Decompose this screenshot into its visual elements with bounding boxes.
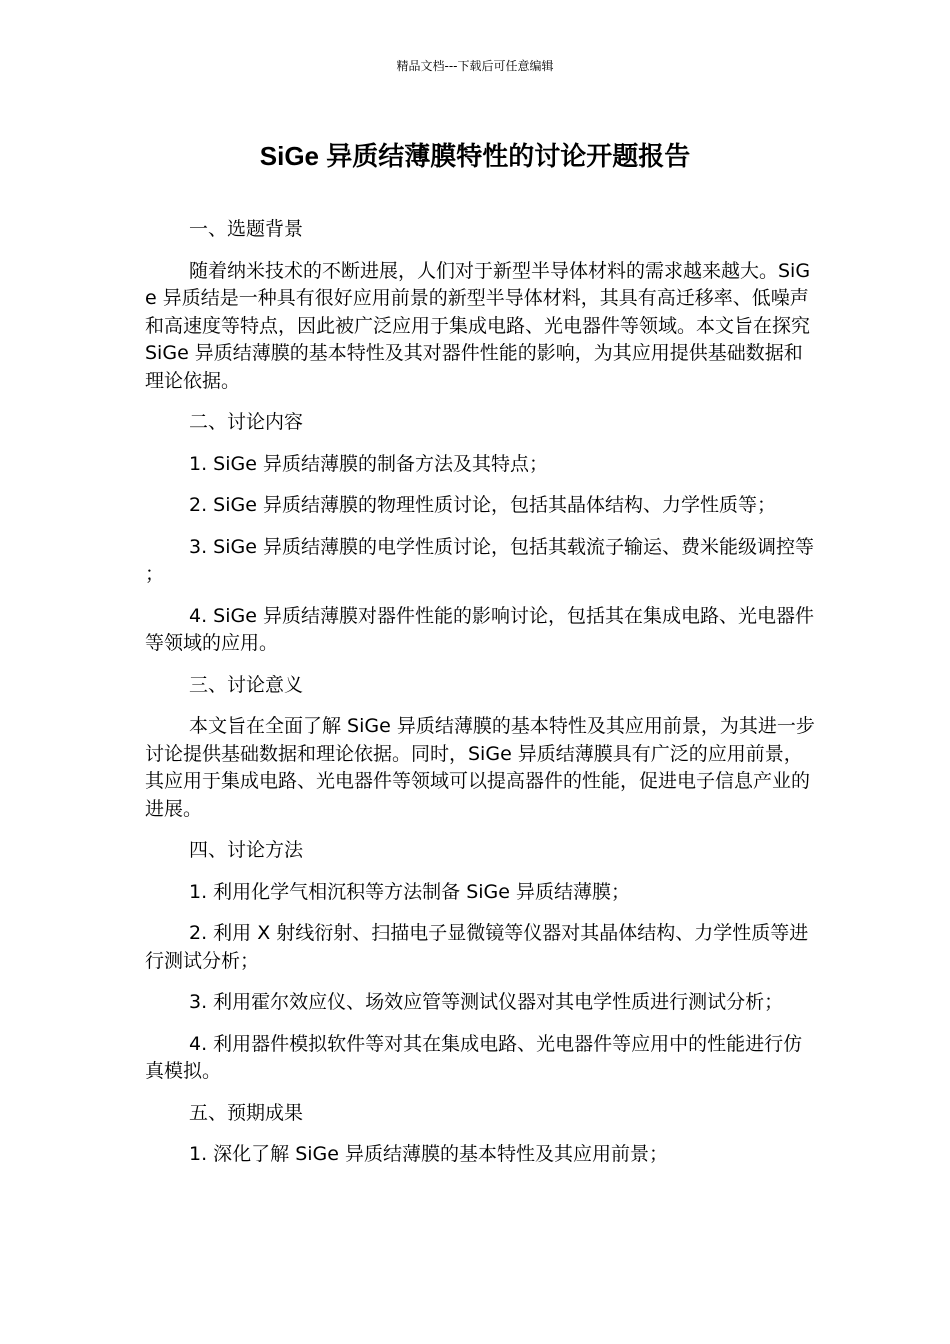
list-item: 1. 深化了解 SiGe 异质结薄膜的基本特性及其应用前景； bbox=[189, 1143, 668, 1165]
body-paragraph: 本文旨在全面了解 SiGe 异质结薄膜的基本特性及其应用前景，为其进一步讨论提供基础数据和理论依据。同时，SiGe 异质结薄膜具有广泛的应用前景，其应用于集成电路、光电器件等领域可以提高器件的性能，促进电子信息产业的进展。 bbox=[145, 715, 815, 820]
section-heading-background: 一、选题背景 bbox=[189, 218, 304, 240]
list-item: 2. SiGe 异质结薄膜的物理性质讨论，包括其晶体结构、力学性质等； bbox=[189, 494, 776, 516]
list-item: 3. SiGe 异质结薄膜的电学性质讨论，包括其载流子输运、费米能级调控等； bbox=[145, 535, 814, 585]
list-item: 1. SiGe 异质结薄膜的制备方法及其特点； bbox=[189, 452, 548, 475]
section-heading-significance: 三、讨论意义 bbox=[189, 673, 304, 696]
document-title: SiGe 异质结薄膜特性的讨论开题报告 bbox=[259, 141, 691, 171]
list-item: 3. 利用霍尔效应仪、场效应管等测试仪器对其电学性质进行测试分析； bbox=[189, 991, 784, 1013]
body-paragraph: 随着纳米技术的不断进展，人们对于新型半导体材料的需求越来越大。SiGe 异质结是一种具有很好应用前景的新型半导体材料，其具有高迁移率、低噪声和高速度等特点，因此被广泛应用于集成电路、光电器件等领域。本文旨在探究 SiGe 异质结薄膜的基本特性及其对器件性能的影响，为其应用提供基础数据和理论依据。 bbox=[145, 259, 811, 392]
list-item: 4. 利用器件模拟软件等对其在集成电路、光电器件等应用中的性能进行仿真模拟。 bbox=[145, 1032, 803, 1082]
page-header-note: 精品文档---下载后可任意编辑 bbox=[396, 59, 554, 73]
list-item: 4. SiGe 异质结薄膜对器件性能的影响讨论，包括其在集成电路、光电器件等领域的应用。 bbox=[145, 604, 814, 654]
section-heading-content: 二、讨论内容 bbox=[189, 411, 304, 433]
list-item: 1. 利用化学气相沉积等方法制备 SiGe 异质结薄膜； bbox=[189, 880, 630, 903]
section-heading-expected-results: 五、预期成果 bbox=[189, 1101, 304, 1124]
document-body bbox=[145, 216, 817, 1183]
list-item: 2. 利用 X 射线衍射、扫描电子显微镜等仪器对其晶体结构、力学性质等进行测试分析； bbox=[145, 922, 809, 972]
section-heading-methods: 四、讨论方法 bbox=[189, 839, 304, 861]
